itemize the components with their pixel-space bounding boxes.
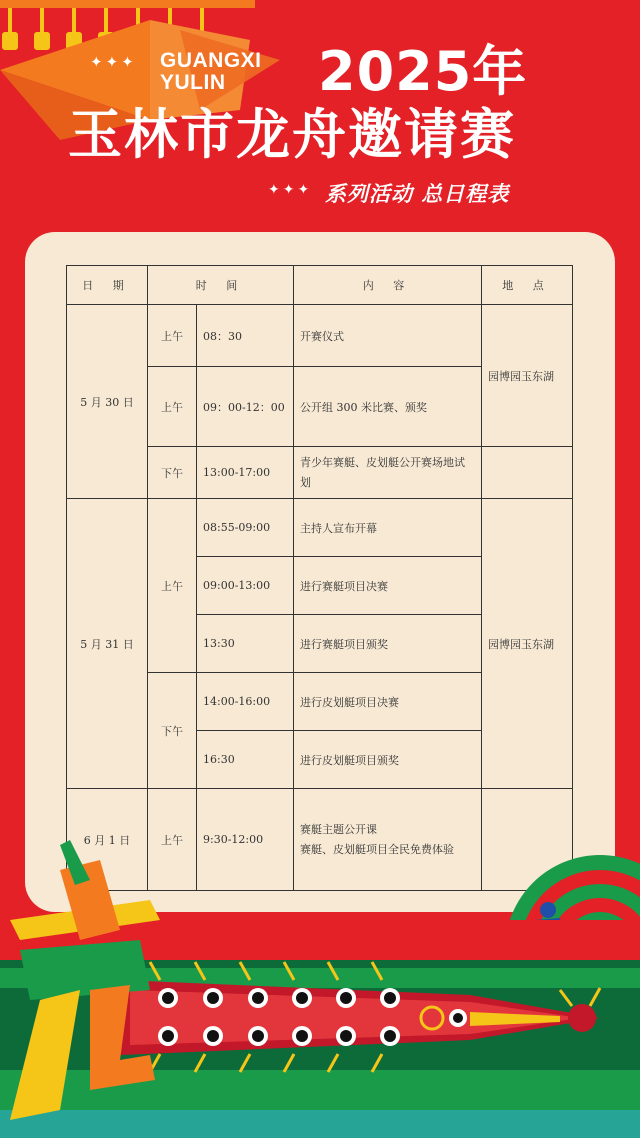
period-cell: 下午	[148, 673, 197, 789]
time-cell: 09:00-13:00	[197, 557, 294, 615]
schedule-table	[66, 265, 573, 891]
time-cell: 13:30	[197, 615, 294, 673]
date-cell: 5 月 30 日	[67, 305, 148, 499]
content-cell: 开赛仪式	[294, 305, 482, 367]
content-cell: 进行赛艇项目颁奖	[294, 615, 482, 673]
content-cell: 进行赛艇项目决赛	[294, 557, 482, 615]
stars-icon: ✦✦✦	[90, 53, 137, 71]
table-header-row	[67, 266, 573, 305]
location-cell: 园博园玉东湖	[482, 305, 573, 447]
stars-icon: ✦✦✦	[268, 182, 313, 198]
period-cell: 上午	[148, 367, 197, 447]
time-cell: 08:55-09:00	[197, 499, 294, 557]
period-cell: 上午	[148, 789, 197, 891]
time-cell: 14:00-16:00	[197, 673, 294, 731]
content-line: 赛艇主题公开课	[300, 822, 377, 836]
brand-line-2: YULIN	[160, 71, 226, 94]
period-cell: 上午	[148, 499, 197, 673]
content-cell: 进行皮划艇项目颁奖	[294, 731, 482, 789]
content-cell: 进行皮划艇项目决赛	[294, 673, 482, 731]
header-location: 地 点	[482, 266, 573, 305]
header-time: 时 间	[148, 266, 294, 305]
wave-pattern-decoration	[0, 1110, 640, 1138]
time-cell: 16:30	[197, 731, 294, 789]
date-cell: 5 月 31 日	[67, 499, 148, 789]
time-cell: 09：00-12：00	[197, 367, 294, 447]
content-cell: 主持人宣布开幕	[294, 499, 482, 557]
subtitle: 系列活动 总日程表	[325, 182, 510, 206]
content-cell: 公开组 300 米比赛、颁奖	[294, 367, 482, 447]
header-content: 内 容	[294, 266, 482, 305]
content-line: 赛艇、皮划艇项目全民免费体验	[300, 842, 454, 856]
period-cell: 上午	[148, 305, 197, 367]
location-empty-cell	[482, 447, 573, 499]
time-cell: 9:30-12:00	[197, 789, 294, 891]
event-title: 玉林市龙舟邀请赛	[68, 103, 516, 166]
dragon-boat-illustration	[0, 840, 640, 1138]
table-row	[67, 499, 573, 557]
time-cell: 08：30	[197, 305, 294, 367]
header-date: 日 期	[67, 266, 148, 305]
brand-logo	[160, 50, 262, 94]
brand-line-1: GUANGXI	[160, 49, 262, 72]
date-cell: 6 月 1 日	[67, 789, 148, 891]
year-title: 2025年	[318, 40, 528, 103]
time-cell: 13:00-17:00	[197, 447, 294, 499]
table-row	[67, 305, 573, 367]
location-cell: 园博园玉东湖	[482, 499, 573, 789]
content-cell: 青少年赛艇、皮划艇公开赛场地试划	[294, 447, 482, 499]
period-cell: 下午	[148, 447, 197, 499]
